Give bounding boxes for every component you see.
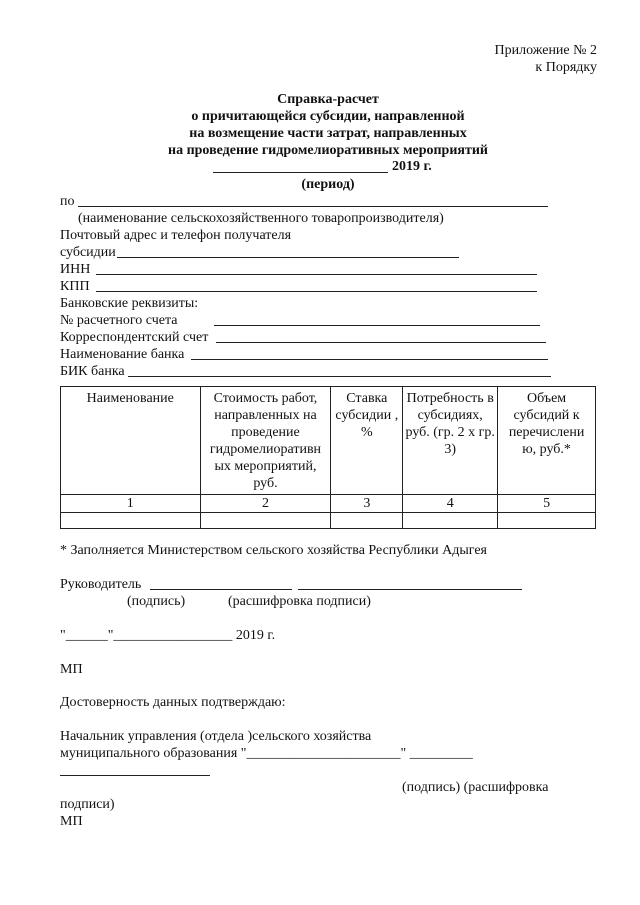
table-cell[interactable]	[403, 513, 498, 529]
recipient-name-line[interactable]	[78, 206, 548, 207]
table-header-volume: Объем субсидий к перечислени ю, руб.*	[498, 387, 596, 495]
bik-line[interactable]	[128, 376, 551, 377]
postal-address-line[interactable]	[117, 257, 459, 258]
recipient-name-caption: (наименование сельскохозяйственного товаропроизводителя)	[78, 211, 444, 226]
table-header-name: Наименование	[61, 387, 201, 495]
table-row	[61, 513, 596, 529]
period-caption: (период)	[301, 177, 355, 192]
account-line[interactable]	[214, 325, 540, 326]
appendix-line-1: Приложение № 2	[494, 43, 597, 58]
doc-title-line-4: на проведение гидромелиоративных мероприятий	[168, 143, 488, 158]
signature-date[interactable]: "______"_________________ 2019 г.	[60, 628, 276, 643]
period-year: 2019 г.	[392, 159, 432, 174]
postal-address-label: Почтовый адрес и телефон получателя	[60, 228, 292, 243]
decode-caption: (расшифровка подписи)	[228, 594, 371, 609]
doc-title-line-3: на возмещение части затрат, направленных	[189, 126, 467, 141]
kpp-label: КПП	[60, 279, 90, 294]
table-col-number: 1	[61, 495, 201, 513]
postal-address-label-cont: субсидии	[60, 245, 116, 260]
table-cell[interactable]	[331, 513, 403, 529]
bank-name-line[interactable]	[191, 359, 548, 360]
doc-title: Справка-расчет	[277, 92, 379, 107]
table-header-rate: Ставка субсидии , %	[331, 387, 403, 495]
period-blank-line	[213, 172, 388, 173]
table-header-row	[61, 387, 596, 495]
sign-caption: (подпись)	[127, 594, 186, 609]
table-cell[interactable]	[498, 513, 596, 529]
table-cell[interactable]	[61, 513, 201, 529]
table-cell[interactable]	[200, 513, 331, 529]
municipal-sign-caption-cont: подписи)	[60, 797, 115, 812]
table-number-row	[61, 495, 596, 513]
footnote: * Заполняется Министерством сельского хозяйства Республики Адыгея	[60, 543, 487, 558]
municipal-head-label: Начальник управления (отдела )сельского хозяйства	[60, 729, 372, 744]
inn-line[interactable]	[96, 274, 537, 275]
inn-label: ИНН	[60, 262, 91, 277]
head-decode-line[interactable]	[298, 589, 522, 590]
head-label: Руководитель	[60, 577, 142, 592]
table-col-number: 5	[498, 495, 596, 513]
account-label: № расчетного счета	[60, 313, 178, 328]
bank-name-label: Наименование банка	[60, 347, 185, 362]
municipal-formation-line[interactable]: муниципального образования "______________________" _________	[60, 746, 473, 761]
municipal-signature-line[interactable]	[60, 775, 210, 776]
kpp-line[interactable]	[96, 291, 537, 292]
bank-details-label: Банковские реквизиты:	[60, 296, 199, 311]
table-col-number: 3	[331, 495, 403, 513]
calculation-table	[60, 386, 596, 529]
municipal-stamp-place: МП	[60, 814, 83, 829]
head-signature-line[interactable]	[150, 589, 292, 590]
confirmation-text: Достоверность данных подтверждаю:	[60, 695, 286, 710]
table-header-need: Потребность в субсидиях, руб. (гр. 2 x гр. 3)	[403, 387, 498, 495]
po-label: по	[60, 194, 75, 209]
stamp-place: МП	[60, 662, 83, 677]
table-header-cost: Стоимость работ, направленных на проведение гидромелиоративн ых мероприятий, руб.	[200, 387, 331, 495]
appendix-line-2: к Порядку	[535, 60, 597, 75]
doc-title-line-2: о причитающейся субсидии, направленной	[191, 109, 465, 124]
bik-label: БИК банка	[60, 364, 125, 379]
corr-account-label: Корреспондентский счет	[60, 330, 209, 345]
table-col-number: 4	[403, 495, 498, 513]
municipal-sign-caption: (подпись) (расшифровка	[402, 780, 549, 795]
table-col-number: 2	[200, 495, 331, 513]
corr-account-line[interactable]	[216, 342, 546, 343]
